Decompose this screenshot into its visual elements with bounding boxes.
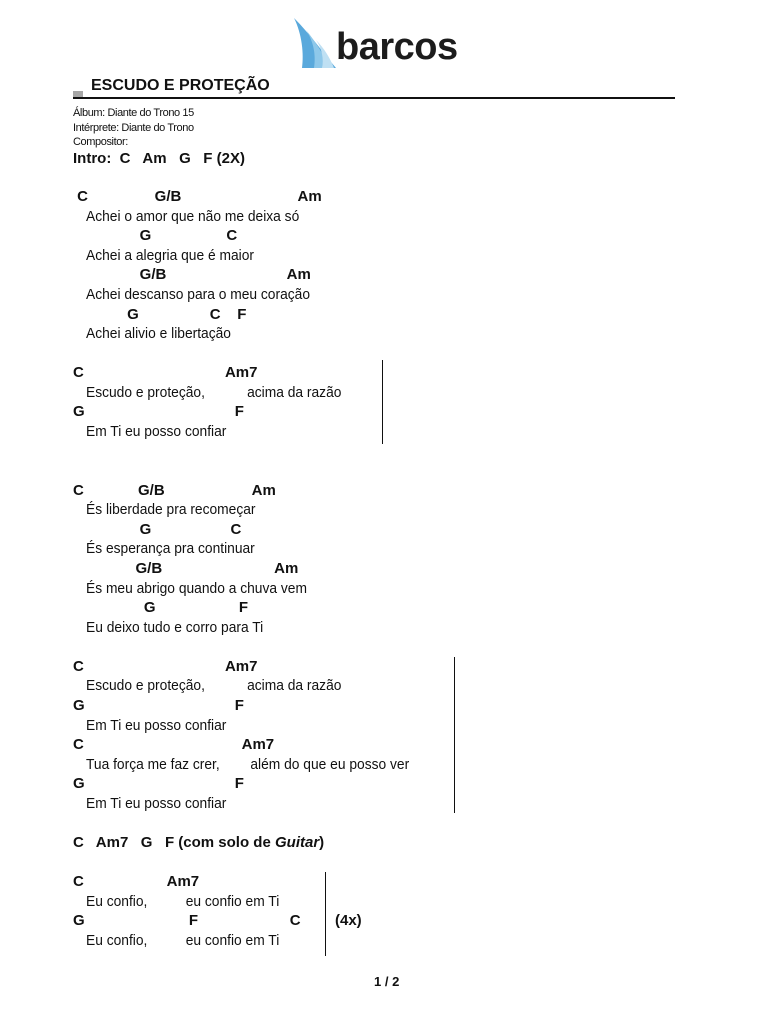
lyric-line: És esperança pra continuar <box>86 540 255 557</box>
chord-line: G/B Am <box>73 560 299 577</box>
lyric-line: És liberdade pra recomeçar <box>86 501 256 518</box>
album-text: Álbum: Diante do Trono 15 <box>73 107 194 119</box>
composer-text: Compositor: <box>73 136 128 148</box>
chord-line: G F <box>73 599 249 616</box>
performer-text: Intérprete: Diante do Trono <box>73 122 194 134</box>
solo-prefix: C Am7 G F (com solo de <box>73 834 275 851</box>
lyric-line: Escudo e proteção, acima da razão <box>86 384 342 401</box>
chord-line: C Am7 <box>73 873 200 890</box>
outro-bracket <box>325 872 326 956</box>
lyric-line: Achei a alegria que é maior <box>86 247 255 264</box>
solo-line <box>73 834 324 852</box>
chord-line: G F <box>73 403 244 420</box>
repeat-count: (4x) <box>335 912 362 929</box>
chorus-bracket <box>454 657 455 813</box>
chord-line: G F <box>73 697 244 714</box>
lyric-line: Em Ti eu posso confiar <box>86 795 227 812</box>
title-divider <box>73 97 675 99</box>
page-number: 1 / 2 <box>374 974 400 989</box>
chord-line: G F C <box>73 912 301 929</box>
chord-line: C G/B Am <box>73 188 322 205</box>
brand-name: barcos <box>336 26 458 68</box>
chord-line: C Am7 <box>73 736 275 753</box>
lyric-line: Tua força me faz crer, além do que eu posso ver <box>86 756 410 773</box>
lyric-line: Em Ti eu posso confiar <box>86 423 227 440</box>
chord-line: C Am7 <box>73 658 258 675</box>
intro-line: Intro: C Am G F (2X) <box>73 150 245 167</box>
solo-instrument: Guitar <box>274 834 320 851</box>
chord-line: C G/B Am <box>73 482 276 499</box>
lyric-line: Eu confio, eu confio em Ti <box>86 893 280 910</box>
chorus-bracket <box>382 360 383 444</box>
lyric-line: És meu abrigo quando a chuva vem <box>86 580 307 597</box>
chord-line: G C <box>73 521 242 538</box>
solo-suffix: ) <box>319 834 325 851</box>
chord-line: G/B Am <box>73 266 311 283</box>
lyric-line: Achei descanso para o meu coração <box>86 286 311 303</box>
lyric-line: Eu confio, eu confio em Ti <box>86 932 280 949</box>
chord-line: C Am7 <box>73 364 258 381</box>
chord-line: G F <box>73 775 244 792</box>
lyric-line: Em Ti eu posso confiar <box>86 717 227 734</box>
chord-line: G C <box>73 227 238 244</box>
lyric-line: Escudo e proteção, acima da razão <box>86 677 342 694</box>
song-title: ESCUDO E PROTEÇÃO <box>91 77 270 94</box>
lyric-line: Achei o amor que não me deixa só <box>86 208 300 225</box>
lyric-line: Achei alivio e libertação <box>86 325 231 342</box>
chord-line: G C F <box>73 306 247 323</box>
lyric-line: Eu deixo tudo e corro para Ti <box>86 619 264 636</box>
